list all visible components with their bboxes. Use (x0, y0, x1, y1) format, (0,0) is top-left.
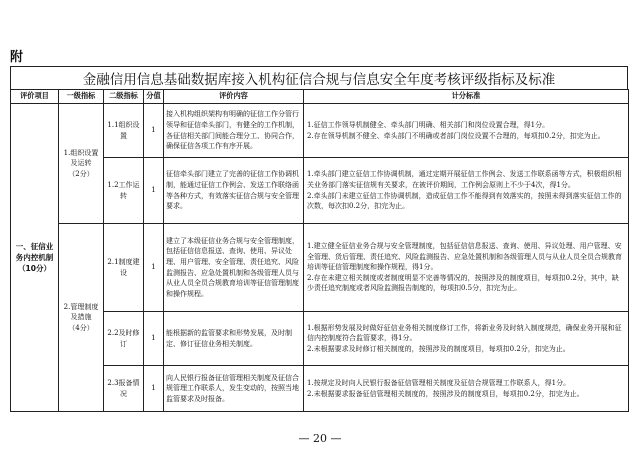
standard-line: 2.存在未建立相关制度或者制度明显不完善等情况的，按照涉及的制度项目，每项扣0.2分，其中，缺少责任追究制度或者风险监测报告制度的，每项扣0.5分，扣完为止。 (307, 273, 619, 293)
content-cell: 接入机构组织架构有明确的征信工作分管行领导和征信牵头部门，有健全的工作机制，各征信相关部门间能合理分工、协同合作，确保征信各项工作有序开展。 (164, 104, 304, 158)
level2-cell: 2.1制度建设 (104, 224, 144, 312)
evaluation-item-score: （10分） (18, 264, 51, 273)
score-cell: 1 (144, 104, 164, 158)
content-cell: 征信牵头部门建立了完善的征信工作协调机制，能通过征信工作例会、发送工作联络函等各种方式，有效落实征信合规与安全管理要求。 (164, 158, 304, 224)
header-standard: 计分标准 (304, 90, 629, 104)
standard-line: 2.牵头部门未建立征信工作协调机制，造成征信工作不能得到有效落实的，按照未得到落实征信工作的次数，每次扣0.2分，扣完为止。 (307, 191, 622, 211)
header-score: 分值 (144, 90, 164, 104)
level2-cell: 2.2及时修订 (104, 312, 144, 366)
standard-line: 1.按规定及时向人民银行报备征信管理相关制度及征信合规管理工作联系人，得1分。 (307, 378, 571, 387)
level1-name: 1.组织设置及运转 (63, 148, 99, 168)
standard-line: 2.未根据要求报备征信管理相关制度的，按照涉及的制度项目，每项扣0.2分，扣完为止。 (307, 389, 584, 398)
score-cell: 1 (144, 224, 164, 312)
standard-line: 1.征信工作领导机制健全、牵头部门明确、相关部门和岗位设置合理，得1分。 (307, 120, 550, 129)
level2-cell: 2.3报备情况 (104, 366, 144, 412)
content-cell: 能根据新的监管要求和形势发展，及时制定、修订征信业务相关制度。 (164, 312, 304, 366)
level2-cell: 1.1组织设置 (104, 104, 144, 158)
appendix-label: 附 (10, 50, 24, 65)
standard-cell (304, 366, 629, 412)
evaluation-table (10, 89, 629, 412)
level1-score: （4分） (68, 323, 94, 332)
page-number: — 20 — (298, 432, 342, 445)
table-row (11, 158, 629, 224)
header-item: 评价项目 (11, 90, 59, 104)
table-header-row (11, 90, 629, 104)
level1-cell (59, 224, 104, 412)
score-cell: 1 (144, 366, 164, 412)
score-cell: 1 (144, 158, 164, 224)
standard-line: 2.未根据要求及时修订相关制度的，按照涉及的制度项目，每项扣0.2分，扣完为止。 (307, 344, 570, 353)
table-row (11, 366, 629, 412)
evaluation-item-cell (11, 104, 59, 412)
document-title: 金融信用信息基础数据库接入机构征信合规与信息安全年度考核评级指标及标准 (10, 66, 628, 90)
header-level2: 二级指标 (104, 90, 144, 104)
level1-cell (59, 104, 104, 224)
level1-name: 2.管理制度及措施 (63, 302, 99, 322)
standard-cell (304, 104, 629, 158)
content-cell: 建立了本级征信业务合规与安全管理制度，包括征信信息报送、查询、使用、异议处理、用户管理、安全管理、责任追究、风险监测报告、应急处置机制和各级管理人员与从业人员全员合规教育培训等征信管理制度和操作规程。 (164, 224, 304, 312)
table-row (11, 312, 629, 366)
score-cell: 1 (144, 312, 164, 366)
header-content: 评价内容 (164, 90, 304, 104)
standard-cell (304, 224, 629, 312)
content-cell: 向人民银行报备征信管理相关制度及征信合规管理工作联系人，发生变动的，按照当地监管要求及时报备。 (164, 366, 304, 412)
standard-line: 1.建立健全征信业务合规与安全管理制度，包括征信信息报送、查询、使用、异议处理、用户管理、安全管理、货后管理、责任追究、风险监测报告、应急处置机制和各级管理人员与从业人员全员合规教育培训等征信管理制度和操作规程，得1分。 (307, 242, 622, 272)
standard-line: 1.牵头部门建立征信工作协调机制，通过定期开展征信工作例会、发送工作联系函等方式，积极组织相关业务部门落实征信规有关要求，在被评价期间，工作例会原则上不少于4次，得1分。 (307, 170, 622, 189)
level1-score: （2分） (68, 169, 94, 178)
table-row (11, 224, 629, 312)
standard-line: 1.根据形势发展及时做好征信业务相关制度修订工作，将新业务及时纳入制度规范，确保业务开展和征信内控制度符合监管要求，得1分。 (307, 323, 622, 343)
standard-cell (304, 312, 629, 366)
evaluation-item-name: 一、征信业务内控机制 (15, 242, 54, 262)
level2-cell: 1.2工作运转 (104, 158, 144, 224)
header-level1: 一级指标 (59, 90, 104, 104)
standard-cell (304, 158, 629, 224)
standard-line: 2.存在领导机制不健全、牵头部门不明确或者部门岗位设置不合理的，每项扣0.2分，扣完为止。 (307, 131, 605, 140)
table-row (11, 104, 629, 158)
